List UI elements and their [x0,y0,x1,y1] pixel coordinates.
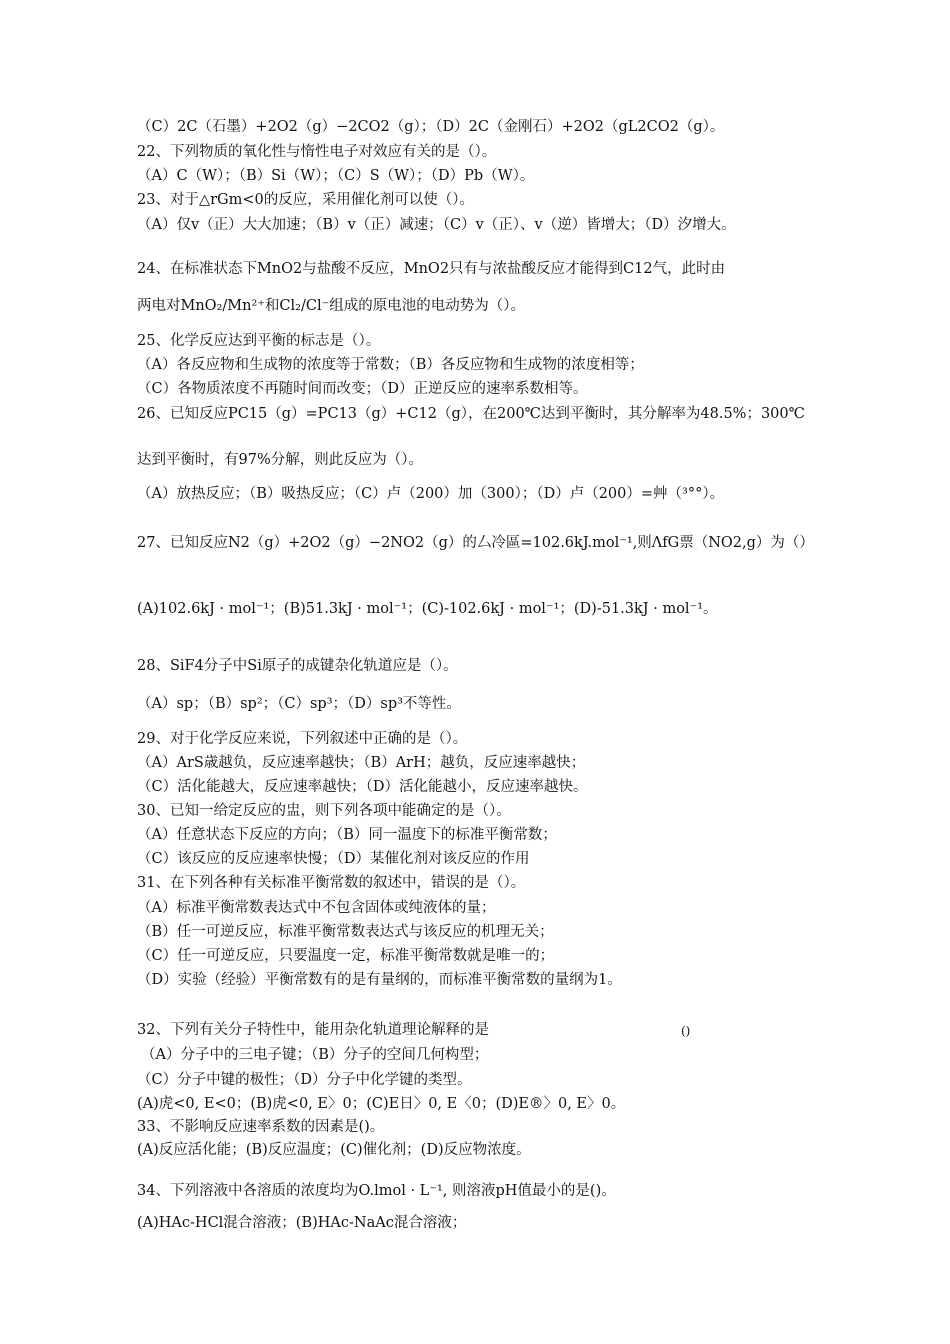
q31-stem: 31、在下列各种有关标准平衡常数的叙述中，错误的是（）。 [137,875,526,891]
q24-stem-2: 两电对MnO₂/Mn²⁺和Cl₂/Cl⁻组成的原电池的电动势为（）。 [137,298,525,314]
q28-stem: 28、SiF4分子中Si原子的成键杂化轨道应是（）。 [137,658,458,674]
q29-stem: 29、对于化学反应来说，下列叙述中正确的是（）。 [137,731,468,747]
q21-options-cd: （C）2C（石墨）+2O2（g）−2CO2（g）；（D）2C（金刚石）+2O2（gL2CO2（g）。 [137,119,725,135]
q28-options: （A）sp；（B）sp²；（C）sp³；（D）sp³不等性。 [137,696,461,712]
q26-stem-2: 达到平衡时，有97%分解，则此反应为（）。 [137,452,423,468]
q31-option-a: （A）标准平衡常数表达式中不包含固体或纯液体的量； [137,900,496,916]
q24-stem-1: 24、在标准状态下MnO2与盐酸不反应，MnO2只有与浓盐酸反应才能得到C12气，此时由 [137,261,726,277]
q26-stem-1: 26、已知反应PC15（g）=PC13（g）+C12（g），在200℃达到平衡时，其分解率为48.5%；300℃ [137,406,805,422]
q25-stem: 25、化学反应达到平衡的标志是（）。 [137,333,381,349]
q33-options: (A)反应活化能；(B)反应温度；(C)催化剂；(D)反应物浓度。 [137,1142,531,1158]
q22-stem: 22、下列物质的氧化性与惰性电子对效应有关的是（）。 [137,144,497,160]
q29-options-ab: （A）ArS歳越负，反应速率越快；（B）ArH；越负，反应速率越快； [137,755,586,771]
q32-stem: 32、下列有关分子特性中，能用杂化轨道理论解释的是 [137,1022,489,1038]
q30-options-ab: （A）任意状态下反应的方向；（B）同一温度下的标准平衡常数； [137,827,557,843]
q25-options-ab: （A）各反应物和生成物的浓度等于常数；（B）各反应物和生成物的浓度相等； [137,357,644,373]
q32-options-cd: （C）分子中键的极性；（D）分子中化学键的类型。 [137,1072,472,1088]
q23-stem: 23、对于△rGm<0的反应，采用催化剂可以使（）。 [137,192,474,208]
q30-stem: 30、已知一给定反应的盅，则下列各项中能确定的是（）。 [137,803,511,819]
q23-options: （A）仅v（正）大大加速；（B）v（正）减速；（C）v（正）、v（逆）皆增大；（D）汐增大。 [137,217,736,233]
q30-options-cd: （C）该反应的反应速率快慢；（D）某催化剂对该反应的作用 [137,851,530,867]
q31-option-b: （B）任一可逆反应，标准平衡常数表达式与该反应的机理无关； [137,924,554,940]
q25-options-cd: （C）各物质浓度不再随时间而改变；（D）正逆反应的速率系数相等。 [137,381,588,397]
q34-options-ab: (A)HAc-HCl混合溶液；(B)HAc-NaAc混合溶液； [137,1215,467,1231]
q26-options-abc: （A）放热反应；（B）吸热反应；（C）卢（200）加（300）； [137,486,537,502]
q31-option-d: （D）实验（经验）平衡常数有的是有量纲的，而标准平衡常数的量纲为1。 [137,972,622,988]
q32-answer-paren: () [681,1024,691,1038]
q29-options-cd: （C）活化能越大，反应速率越快；（D）活化能越小，反应速率越快。 [137,779,588,795]
q31-option-c: （C）任一可逆反应，只要温度一定，标准平衡常数就是唯一的； [137,948,555,964]
q27-stem: 27、已知反应N2（g）+2O2（g）−2NO2（g）的厶冷區=102.6kJ.mol⁻¹,则ΛfG票（NO2,g）为（） [137,535,814,551]
q32-options-ab: （A）分子中的三电子键；（B）分子的空间几何构型； [141,1047,489,1063]
q33-stem: 33、不影响反应速率系数的因素是()。 [137,1119,385,1135]
q22-options: （A）C（W）；（B）Si（W）；（C）S（W）；（D）Pb（W）。 [137,168,535,184]
q26-options [137,484,830,504]
q34-stem: 34、下列溶液中各溶质的浓度均为O.lmol · L⁻¹, 则溶液pH值最小的是()。 [137,1183,616,1199]
extra-options-line: (A)虎<0, E<0；(B)虎<0, E〉0；(C)E日〉0, E〈0；(D)E®〉0, E〉0。 [137,1096,626,1112]
q27-options: (A)102.6kJ · mol⁻¹；(B)51.3kJ · mol⁻¹；(C)-102.6kJ · mol⁻¹；(D)-51.3kJ · mol⁻¹。 [137,601,718,617]
q26-option-d: （D）卢（200）=艸（³°°）。 [536,486,725,502]
